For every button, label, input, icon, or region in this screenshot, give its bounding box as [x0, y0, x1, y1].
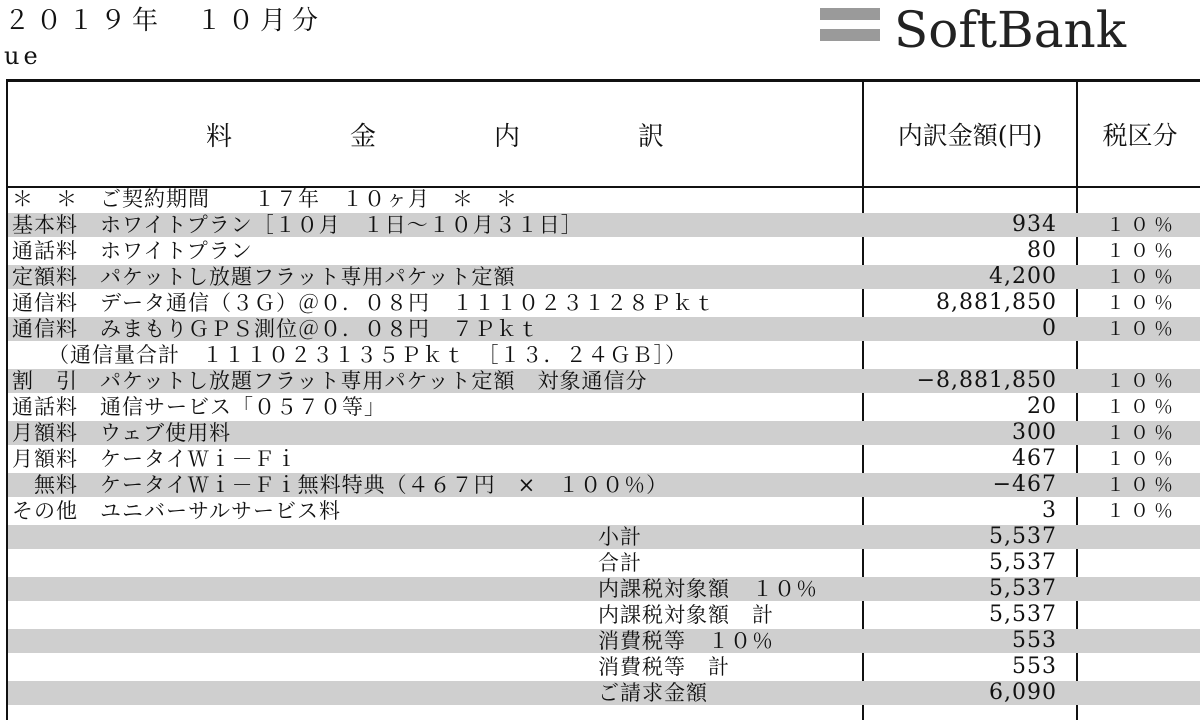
summary-label: 消費税等 １０％ [598, 629, 774, 653]
tax-category: １０％ [1106, 474, 1179, 496]
tax-category: １０％ [1106, 292, 1179, 314]
charge-description: 月額料 ウェブ使用料 [12, 421, 232, 445]
charge-description: 無料 ケータイＷｉ－Ｆｉ無料特典（４６７円 × １００％） [12, 473, 669, 497]
charge-description: ＊ ＊ ご契約期間 １７年 １０ヶ月 ＊ ＊ [12, 187, 518, 211]
charge-description: 基本料 ホワイトプラン［１０月 １日〜１０月３１日］ [12, 213, 583, 237]
charge-amount: 300 [1012, 420, 1057, 445]
summary-row [8, 680, 1200, 706]
charge-amount: 4,200 [989, 264, 1057, 289]
summary-row [8, 550, 1200, 576]
summary-label: ご請求金額 [598, 681, 708, 705]
summary-amount: 5,537 [989, 576, 1057, 601]
tax-category: １０％ [1106, 500, 1179, 522]
summary-amount: 5,537 [989, 524, 1057, 549]
logo-text: SoftBank [894, 1, 1127, 59]
table-row [8, 368, 1200, 394]
summary-label: 内課税対象額 計 [598, 603, 774, 627]
charge-description: 通話料 ホワイトプラン [12, 239, 253, 263]
charge-amount: 20 [1027, 394, 1057, 419]
table-body [8, 186, 1200, 706]
charge-description: 通信料 データ通信（３Ｇ）＠０．０８円 １１１０２３１２８Ｐｋｔ [12, 291, 716, 315]
billing-table [6, 79, 1200, 720]
charge-description: （通信量合計 １１１０２３１３５Ｐｋｔ ［１３．２４ＧＢ］） [48, 343, 687, 367]
summary-amount: 5,537 [989, 602, 1057, 627]
charge-description: 通話料 通信サービス「０５７０等」 [12, 395, 386, 419]
charge-description: その他 ユニバーサルサービス料 [12, 499, 341, 523]
tax-category: １０％ [1106, 396, 1179, 418]
table-row [8, 420, 1200, 446]
table-header [8, 82, 1200, 188]
charge-description: 定額料 パケットし放題フラット専用パケット定額 [12, 265, 516, 289]
table-row [8, 316, 1200, 342]
tax-category: １０％ [1106, 214, 1179, 236]
charge-amount: −8,881,850 [916, 368, 1057, 393]
table-row [8, 264, 1200, 290]
charge-description: 月額料 ケータイＷｉ－Ｆｉ [12, 447, 298, 471]
table-row [8, 212, 1200, 238]
logo-bars-icon [820, 8, 880, 50]
tax-category: １０％ [1106, 448, 1179, 470]
table-row [8, 186, 1200, 212]
table-row [8, 290, 1200, 316]
tax-category: １０％ [1106, 370, 1179, 392]
summary-row [8, 602, 1200, 628]
billing-month: ２０１９年 １０月分 [4, 6, 325, 36]
charge-amount: 3 [1042, 498, 1057, 523]
header-tax-category: 税区分 [1102, 121, 1178, 150]
summary-row [8, 524, 1200, 550]
tax-category: １０％ [1106, 318, 1179, 340]
charge-amount: 467 [1012, 446, 1057, 471]
charge-description: 割 引 パケットし放題フラット専用パケット定額 対象通信分 [12, 369, 648, 393]
table-row [8, 394, 1200, 420]
tax-category: １０％ [1106, 240, 1179, 262]
summary-amount: 6,090 [989, 680, 1057, 705]
table-row [8, 498, 1200, 524]
table-row [8, 472, 1200, 498]
summary-label: 内課税対象額 １０％ [598, 577, 818, 601]
charge-amount: 0 [1042, 316, 1057, 341]
summary-amount: 553 [1012, 654, 1057, 679]
header-charge-details: 料 金 内 訳 [205, 121, 710, 152]
summary-label: 合計 [598, 551, 642, 575]
user-name: ue [4, 42, 42, 70]
softbank-logo [820, 1, 1127, 64]
charge-amount: 8,881,850 [936, 290, 1057, 315]
header-amount: 内訳金額(円) [897, 121, 1043, 150]
summary-row [8, 628, 1200, 654]
summary-row [8, 576, 1200, 602]
charge-amount: 934 [1012, 212, 1057, 237]
table-row [8, 446, 1200, 472]
charge-amount: −467 [992, 472, 1057, 497]
summary-label: 小計 [598, 525, 642, 549]
table-row [8, 238, 1200, 264]
charge-amount: 80 [1027, 238, 1057, 263]
summary-row [8, 654, 1200, 680]
table-row [8, 342, 1200, 368]
summary-amount: 553 [1012, 628, 1057, 653]
tax-category: １０％ [1106, 266, 1179, 288]
charge-description: 通信料 みまもりＧＰＳ測位＠０．０８円 ７Ｐｋｔ [12, 317, 540, 341]
tax-category: １０％ [1106, 422, 1179, 444]
summary-label: 消費税等 計 [598, 655, 730, 679]
summary-amount: 5,537 [989, 550, 1057, 575]
